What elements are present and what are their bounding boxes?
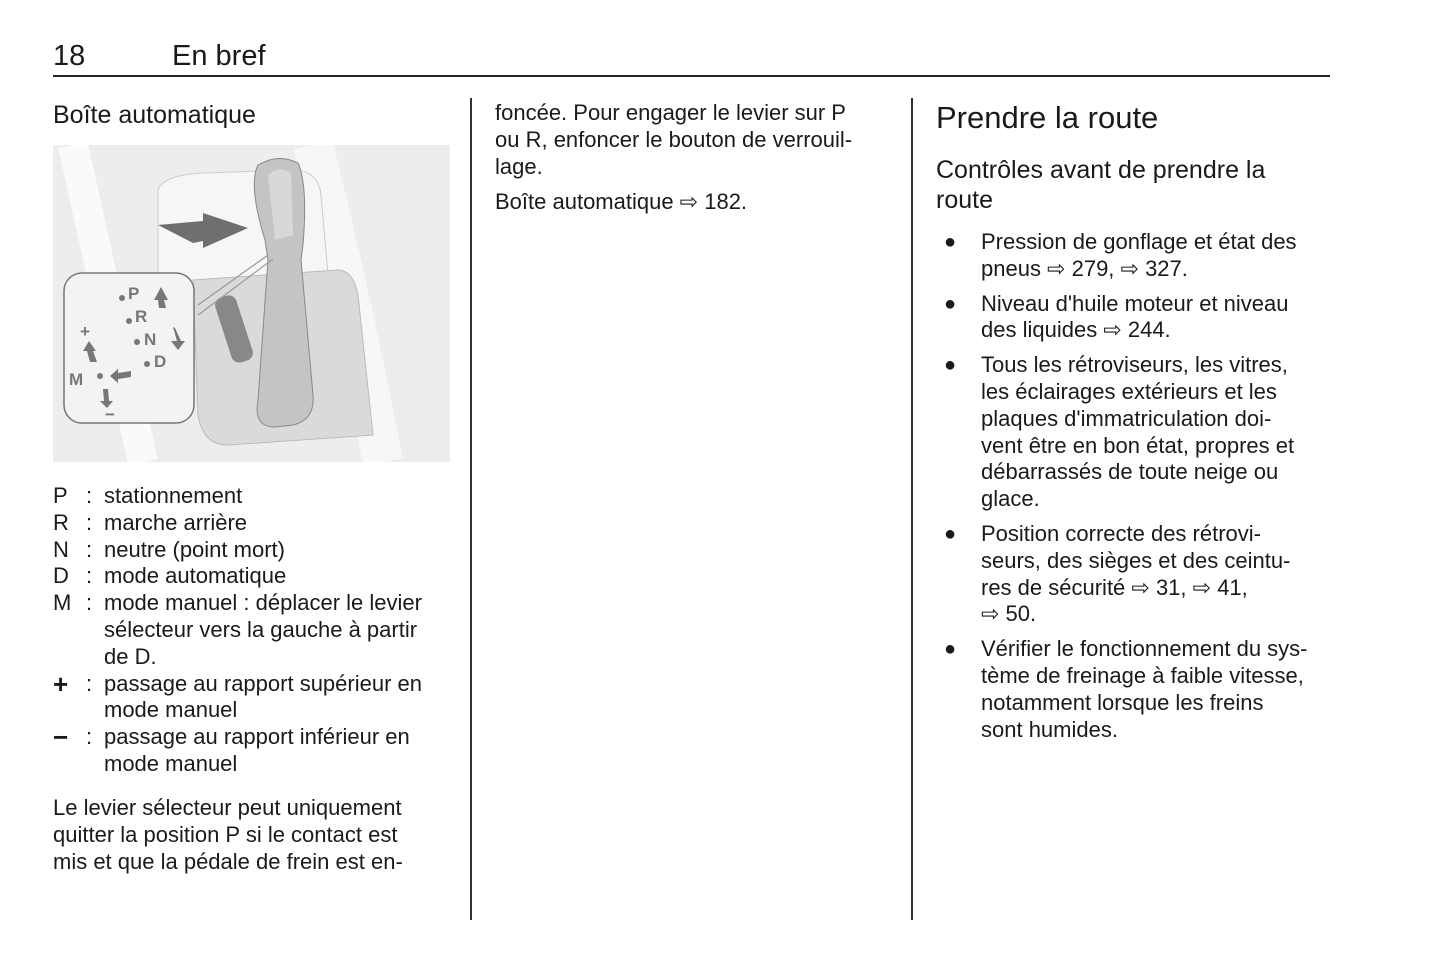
bullet-icon: ●: [944, 231, 957, 253]
figure-label-d: D: [154, 352, 167, 371]
section-heading: Boîte automatique: [53, 101, 256, 129]
legend-key: +: [53, 668, 69, 699]
legend-item: [53, 668, 453, 725]
list-item-text: Position correcte des rétrovi- seurs, des sièges et des ceintu- res de sécurité ⇨ 31, ⇨ 41, ⇨ 50.: [981, 520, 1291, 627]
figure-label-plus: +: [80, 322, 90, 341]
figure-label-r: R: [135, 307, 148, 326]
legend-colon: :: [86, 590, 93, 616]
bullet-icon: ●: [944, 292, 957, 315]
gear-selector-illustration: [53, 145, 450, 462]
legend-key: P: [53, 483, 68, 508]
list-item-text: Vérifier le fonctionnement du sys- tème de freinage à faible vitesse, notamment lorsque les freins sont humides.: [981, 636, 1308, 742]
legend-colon: :: [86, 563, 93, 589]
header-rule: [53, 75, 1330, 77]
figure-label-m: M: [69, 370, 84, 389]
figure-label-p: P: [128, 284, 140, 303]
bullet-icon: ●: [944, 354, 957, 377]
list-item: [936, 291, 1336, 345]
paragraph: Le levier sélecteur peut uniquement quitter la position P si le contact est mis et que la pédale de frein est en-: [53, 795, 403, 874]
list-item: [936, 521, 1336, 628]
legend-key: −: [53, 722, 69, 753]
section-title: En bref: [172, 40, 266, 72]
legend-item: [53, 563, 453, 590]
legend-text: passage au rapport supérieur en mode manuel: [104, 670, 422, 723]
legend-colon: :: [86, 483, 93, 508]
legend-text: mode automatique: [104, 563, 287, 589]
figure-label-minus: −: [105, 405, 115, 424]
column-divider: [911, 98, 913, 920]
paragraph: foncée. Pour engager le levier sur P ou R, enfoncer le bouton de verrouil- lage.: [495, 100, 853, 179]
legend-colon: :: [86, 670, 93, 696]
legend-colon: :: [86, 724, 93, 750]
list-item: [936, 636, 1336, 743]
subsection-title: Contrôles avant de prendre la route: [936, 156, 1266, 214]
legend-colon: :: [86, 509, 93, 535]
legend-key: N: [53, 536, 69, 562]
gear-legend: [53, 483, 453, 778]
legend-item: [53, 483, 453, 510]
page-number: 18: [53, 40, 86, 72]
figure-label-n: N: [144, 330, 157, 349]
legend-item: [53, 590, 453, 670]
legend-item: [53, 537, 453, 564]
list-item: [936, 352, 1336, 513]
list-item: [936, 229, 1336, 283]
list-item-text: Niveau d'huile moteur et niveau des liquides ⇨ 244.: [981, 290, 1289, 343]
legend-text: marche arrière: [104, 509, 248, 535]
legend-key: R: [53, 509, 69, 535]
section-title: Prendre la route: [936, 100, 1159, 135]
bullet-icon: ●: [944, 638, 957, 661]
legend-item: [53, 510, 453, 537]
bullet-icon: ●: [944, 522, 957, 545]
legend-colon: :: [86, 536, 93, 562]
column-divider: [470, 98, 472, 920]
legend-text: stationnement: [104, 483, 243, 508]
checklist: [936, 229, 1336, 751]
legend-text: neutre (point mort): [104, 536, 285, 562]
cross-reference: Boîte automatique ⇨ 182.: [495, 189, 748, 214]
list-item-text: Tous les rétroviseurs, les vitres, les éclairages extérieurs et les plaques d'immatriculation doi- vent être en bon état, propres et débarrassés de toute neige ou glace.: [981, 352, 1295, 512]
list-item-text: Pression de gonflage et état des pneus ⇨ 279, ⇨ 327.: [981, 229, 1297, 281]
legend-key: M: [53, 590, 72, 616]
legend-text: mode manuel : déplacer le levier sélecteur vers la gauche à partir de D.: [104, 590, 422, 669]
legend-item: [53, 724, 453, 778]
legend-text: passage au rapport inférieur en mode manuel: [104, 724, 410, 776]
legend-key: D: [53, 563, 69, 589]
